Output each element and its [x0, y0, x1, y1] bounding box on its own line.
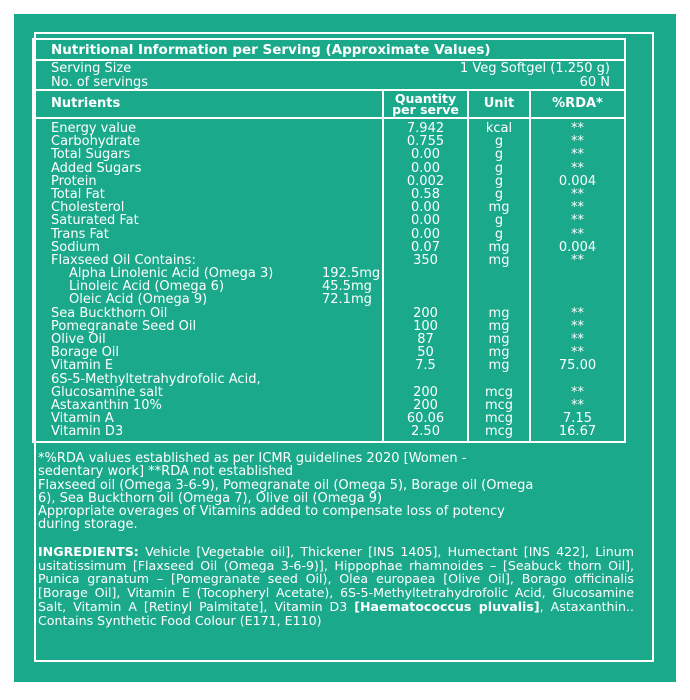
nutrient-rda: 7.15	[563, 411, 592, 427]
nutrient-unit: g	[494, 226, 504, 242]
nutrient-name: Total Fat	[51, 186, 105, 202]
empty-cell	[384, 280, 467, 293]
ingredients-text: Vehicle [Vegetable oil], Thickener [INS 1405], Humectant [INS 422], Linum usitatissimum [Flaxseed Oil (Omega 3-6-9)], Hippophae rhamnoides – [Seabuck thorn Oil], Punica granatum – [Pomegranate seed Oil), Olea europaea [Olive Oil], Borago officinalis [Borage Oil], Vitamin E (Tocopheryl Acetate), 6S-5-Methyltetrahydrofolic Acid, Glucosamine Salt, Vitamin A [Retinyl Palmitate], Vitamin D3	[38, 544, 634, 614]
nutrient-rda: **	[571, 305, 584, 321]
nutrient-unit: g	[494, 186, 504, 202]
ingredients-bold: [Haematococcus pluvalis]	[354, 598, 540, 614]
footnote-line: Flaxseed oil (Omega 3-6-9), Pomegranate oil (Omega 5), Borage oil (Omega	[38, 477, 534, 493]
nutrient-rda: 75.00	[558, 358, 597, 374]
nutrient-unit: mg	[488, 345, 510, 361]
servings-count-value: 60 N	[579, 74, 610, 90]
nutrient-quantity: 200	[413, 384, 438, 400]
nutrient-rda: **	[571, 186, 584, 202]
flaxseed-sub-quantity: 45.5mg	[322, 279, 372, 295]
ingredients-text-end: , Astaxanthin.. Contains Synthetic Food Colour (E171, E110)	[38, 598, 635, 628]
nutrient-rda: **	[571, 134, 584, 150]
header-unit: Unit	[469, 91, 531, 117]
nutrient-unit: mg	[488, 252, 510, 268]
nutrient-name: Energy value	[51, 121, 137, 136]
nutrient-name: 6S-5-Methyltetrahydrofolic Acid,	[51, 371, 261, 387]
nutrient-rda: 0.004	[558, 173, 597, 189]
nutrient-name: Trans Fat	[51, 226, 109, 242]
nutrient-quantity: 0.07	[411, 239, 440, 255]
col-nutrient-names	[34, 119, 384, 441]
nutrient-name: Olive Oil	[51, 332, 106, 347]
nutrient-rda: 0.004	[558, 239, 597, 255]
footnote-line: sedentary work] **RDA not established	[38, 464, 293, 480]
nutrient-unit: mg	[488, 318, 510, 334]
nutrient-unit: g	[494, 160, 504, 176]
nutrient-quantity: 0.00	[411, 213, 440, 229]
nutrient-name: Vitamin D3	[51, 424, 124, 440]
nutrient-quantity: 60.06	[406, 411, 445, 427]
nutrient-quantity: 0.58	[411, 186, 440, 202]
nutrient-quantity: 2.50	[411, 424, 440, 440]
table-body	[34, 119, 624, 441]
nutrient-name: Borage Oil	[51, 345, 120, 361]
nutrient-name: Sea Buckthorn Oil	[51, 305, 168, 321]
nutrient-unit: g	[494, 134, 504, 150]
nutrient-unit: mg	[488, 332, 510, 347]
nutrient-rda: **	[571, 213, 584, 229]
flaxseed-sub-row	[51, 293, 382, 306]
nutrient-name: Vitamin A	[51, 411, 114, 427]
empty-cell	[531, 280, 624, 293]
serving-size-row	[34, 62, 624, 76]
nutrient-name: Sodium	[51, 239, 100, 255]
flaxseed-sub-name: Oleic Acid (Omega 9)	[69, 292, 208, 308]
nutrient-quantity: 350	[413, 252, 438, 268]
empty-cell	[531, 267, 624, 280]
col-units	[469, 119, 531, 441]
nutrient-quantity	[384, 373, 467, 386]
nutrient-rda: **	[571, 384, 584, 400]
nutrient-rda: **	[571, 147, 584, 163]
flaxseed-sub-name: Alpha Linolenic Acid (Omega 3)	[69, 266, 274, 282]
nutrient-unit: g	[494, 147, 504, 163]
nutrient-rda: **	[571, 397, 584, 413]
header-nutrients: Nutrients	[34, 91, 384, 117]
nutrient-rda: **	[571, 160, 584, 176]
nutrient-unit: mg	[488, 239, 510, 255]
empty-cell	[384, 267, 467, 280]
nutrient-rda: **	[571, 252, 584, 268]
nutrient-rda: **	[571, 332, 584, 347]
serving-block	[34, 61, 624, 91]
header-rda: %RDA*	[552, 96, 603, 112]
empty-cell	[531, 293, 624, 306]
nutrient-unit: g	[494, 213, 504, 229]
nutrition-table	[32, 38, 626, 443]
nutrient-unit: mcg	[484, 424, 514, 440]
nutrient-rda: **	[571, 345, 584, 361]
flaxseed-sub-quantity: 72.1mg	[322, 292, 372, 308]
nutrient-quantity: 0.00	[411, 200, 440, 216]
header-qty-line1: Quantity	[394, 91, 457, 106]
nutrient-quantity: 0.002	[406, 173, 445, 189]
nutrient-quantity: 100	[413, 318, 438, 334]
table-header	[34, 91, 624, 119]
nutrient-name: Astaxanthin 10%	[51, 397, 162, 413]
nutrient-unit: kcal	[485, 121, 513, 136]
header-quantity	[384, 91, 469, 117]
nutrient-name: Pomegranate Seed Oil	[51, 318, 197, 334]
footnote-line: *%RDA values established as per ICMR guidelines 2020 [Women -	[38, 451, 467, 466]
nutrient-unit	[469, 373, 529, 386]
nutrient-name: Glucosamine salt	[51, 384, 163, 400]
footnote-line: Appropriate overages of Vitamins added to compensate loss of potency	[38, 504, 505, 520]
nutrient-rda: **	[571, 200, 584, 216]
nutrient-quantity: 0.00	[411, 226, 440, 242]
empty-cell	[469, 280, 529, 293]
serving-size-value: 1 Veg Softgel (1.250 g)	[459, 61, 610, 76]
footnote-line: during storage.	[38, 517, 138, 533]
nutrient-rda: **	[571, 318, 584, 334]
nutrient-name: Saturated Fat	[51, 213, 139, 229]
nutrient-name: Flaxseed Oil Contains:	[51, 252, 196, 268]
nutrient-quantity: 200	[413, 305, 438, 321]
empty-cell	[469, 293, 529, 306]
nutrient-quantity: 7.5	[415, 358, 436, 374]
nutrient-name: Added Sugars	[51, 160, 142, 176]
col-rda	[531, 119, 624, 441]
nutrient-unit: mcg	[484, 384, 514, 400]
nutrient-name: Vitamin E	[51, 358, 114, 374]
empty-cell	[469, 267, 529, 280]
serving-size-label: Serving Size	[51, 61, 132, 76]
nutrient-rda: **	[571, 226, 584, 242]
flaxseed-sub-name: Linoleic Acid (Omega 6)	[69, 279, 225, 295]
empty-cell	[384, 293, 467, 306]
nutrient-unit: mg	[488, 200, 510, 216]
nutrient-rda: **	[571, 121, 584, 136]
nutrient-rda: 16.67	[558, 424, 597, 440]
nutrient-quantity: 50	[417, 345, 434, 361]
nutrient-unit: mcg	[484, 411, 514, 427]
nutrient-quantity: 0.755	[406, 134, 445, 150]
nutrient-name: Total Sugars	[51, 147, 131, 163]
nutrient-name: Protein	[51, 173, 97, 189]
nutrient-name: Carbohydrate	[51, 134, 141, 150]
nutrient-rda	[531, 373, 624, 386]
table-title: Nutritional Information per Serving (Approximate Values)	[34, 40, 624, 61]
nutrient-quantity: 0.00	[411, 160, 440, 176]
header-qty-line2: per serve	[392, 102, 459, 117]
nutrient-quantity: 200	[413, 397, 438, 413]
ingredients	[38, 545, 634, 627]
nutrient-unit: g	[494, 173, 504, 189]
nutrient-unit: mg	[488, 358, 510, 374]
servings-count-row	[34, 76, 624, 90]
nutrient-quantity: 87	[417, 332, 434, 347]
ingredients-label: INGREDIENTS:	[38, 544, 139, 559]
flaxseed-sub-quantity: 192.5mg	[322, 266, 381, 282]
nutrient-unit: mg	[488, 305, 510, 321]
nutrient-name: Cholesterol	[51, 200, 125, 216]
col-quantities	[384, 119, 469, 441]
nutrient-quantity: 7.942	[406, 121, 445, 136]
footnotes	[38, 452, 638, 532]
footnote-line: 6), Sea Buckthorn oil (Omega 7), Olive oil (Omega 9)	[38, 490, 383, 506]
nutrient-unit: mcg	[484, 397, 514, 413]
nutrient-quantity: 0.00	[411, 147, 440, 163]
servings-count-label: No. of servings	[51, 74, 149, 90]
